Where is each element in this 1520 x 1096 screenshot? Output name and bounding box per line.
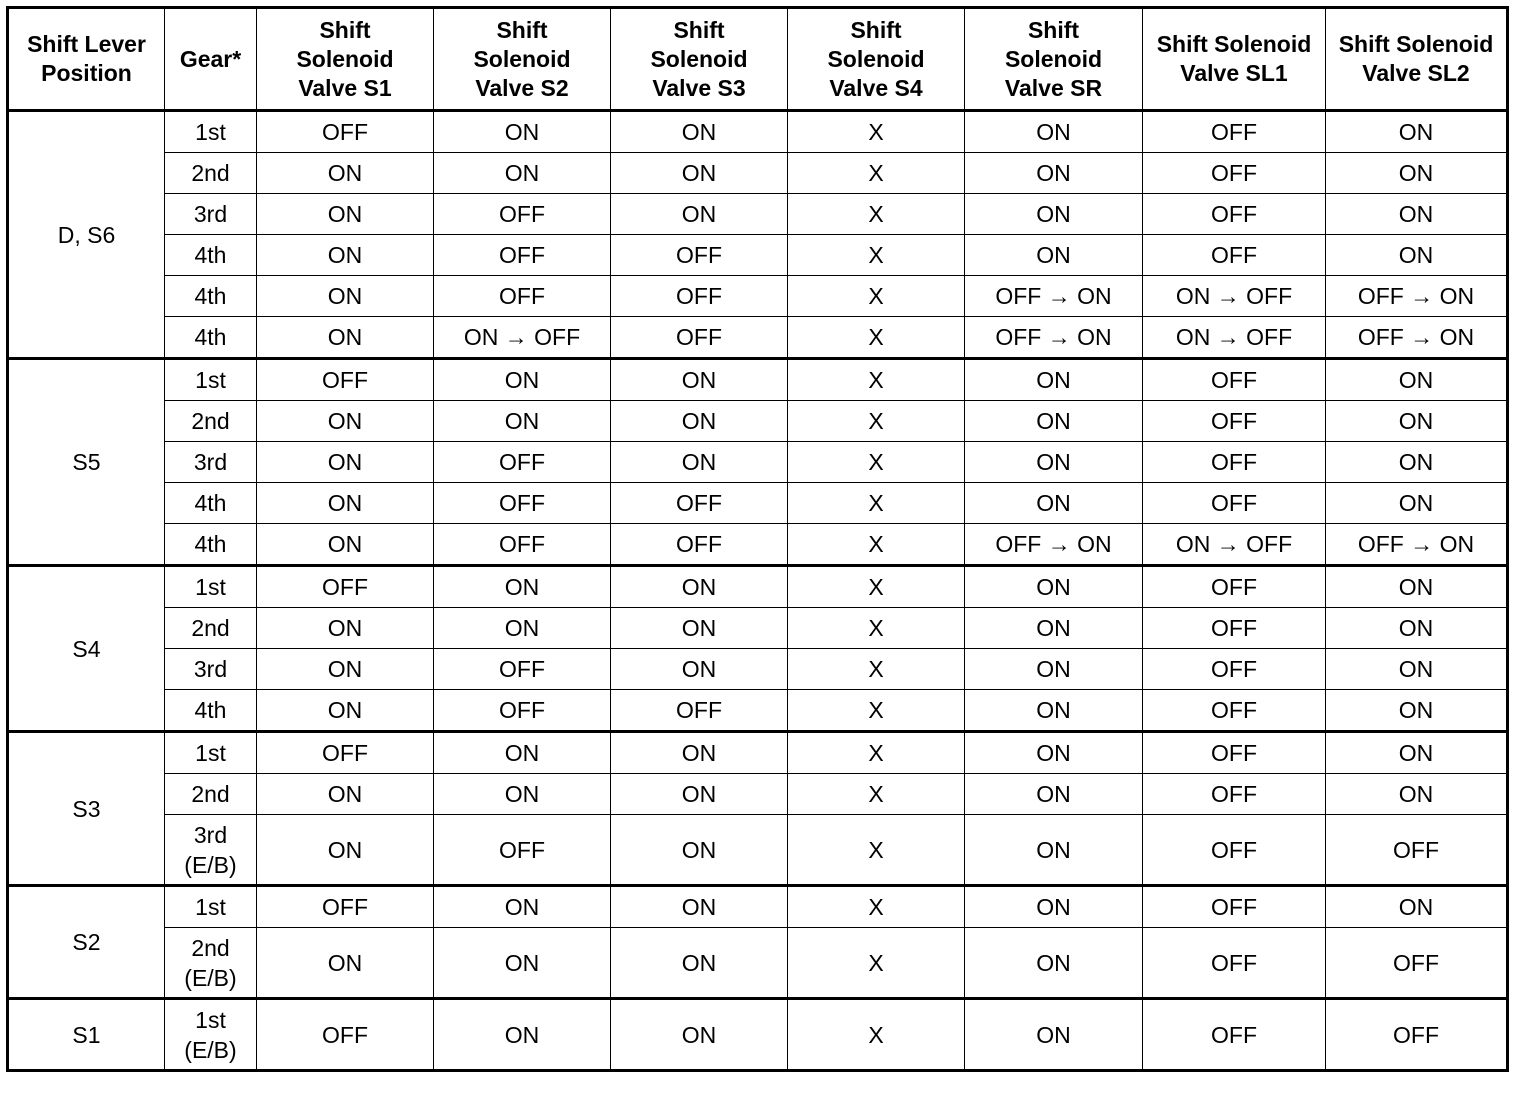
valve-s3-cell: OFF [611, 276, 788, 317]
valve-sr-cell: ON [965, 732, 1143, 774]
valve-s1-cell: ON [257, 483, 434, 524]
valve-sl1-cell: OFF [1143, 401, 1326, 442]
valve-s2-cell: OFF [434, 690, 611, 732]
valve-s3-cell: ON [611, 928, 788, 999]
header-row [8, 8, 1508, 111]
valve-sr-cell: ON [965, 608, 1143, 649]
table-row [8, 928, 1508, 999]
shift-lever-position-cell: S2 [8, 886, 165, 999]
valve-s2-cell: OFF [434, 442, 611, 483]
valve-s2-cell: ON [434, 886, 611, 928]
table-row [8, 111, 1508, 153]
valve-s1-cell: OFF [257, 359, 434, 401]
valve-sl1-cell: ON → OFF [1143, 317, 1326, 359]
valve-sl2-cell: OFF [1326, 999, 1508, 1071]
valve-sr-cell: OFF → ON [965, 276, 1143, 317]
valve-sl2-cell: OFF → ON [1326, 524, 1508, 566]
shift-lever-position-cell: S3 [8, 732, 165, 886]
valve-sl2-cell: OFF [1326, 815, 1508, 886]
valve-s2-cell: OFF [434, 235, 611, 276]
valve-sl2-cell: ON [1326, 235, 1508, 276]
valve-s4-cell: X [788, 235, 965, 276]
gear-cell: 2nd [165, 153, 257, 194]
gear-cell: 3rd [165, 442, 257, 483]
valve-sl2-cell: ON [1326, 608, 1508, 649]
valve-s4-cell: X [788, 999, 965, 1071]
valve-s1-cell: ON [257, 194, 434, 235]
valve-s4-cell: X [788, 566, 965, 608]
valve-sl2-cell: ON [1326, 401, 1508, 442]
valve-sl2-cell: ON [1326, 359, 1508, 401]
valve-s2-cell: OFF [434, 276, 611, 317]
valve-s2-cell: ON [434, 111, 611, 153]
valve-sl2-cell: ON [1326, 442, 1508, 483]
gear-cell: 1st [165, 886, 257, 928]
valve-sr-cell: ON [965, 649, 1143, 690]
valve-s4-cell: X [788, 194, 965, 235]
table-row [8, 999, 1508, 1071]
valve-s4-cell: X [788, 928, 965, 999]
valve-sr-cell: ON [965, 194, 1143, 235]
valve-s1-cell: OFF [257, 111, 434, 153]
valve-s4-cell: X [788, 401, 965, 442]
valve-s4-cell: X [788, 317, 965, 359]
valve-sr-cell: ON [965, 566, 1143, 608]
valve-sr-cell: ON [965, 815, 1143, 886]
valve-sl1-cell: OFF [1143, 928, 1326, 999]
shift-lever-position-cell: S5 [8, 359, 165, 566]
gear-cell: 3rd [165, 194, 257, 235]
valve-sl1-cell: OFF [1143, 359, 1326, 401]
valve-s1-cell: ON [257, 276, 434, 317]
gear-cell: 2nd (E/B) [165, 928, 257, 999]
shift-lever-position-cell: D, S6 [8, 111, 165, 359]
header-valve-sl2: Shift Solenoid Valve SL2 [1326, 8, 1508, 111]
valve-sr-cell: OFF → ON [965, 317, 1143, 359]
gear-cell: 2nd [165, 608, 257, 649]
valve-sl1-cell: OFF [1143, 608, 1326, 649]
shift-lever-position-cell: S4 [8, 566, 165, 732]
valve-s1-cell: OFF [257, 999, 434, 1071]
valve-s1-cell: ON [257, 649, 434, 690]
gear-cell: 4th [165, 317, 257, 359]
valve-sl1-cell: OFF [1143, 690, 1326, 732]
valve-s3-cell: ON [611, 359, 788, 401]
header-gear: Gear* [165, 8, 257, 111]
table-body [8, 111, 1508, 1071]
valve-sl1-cell: OFF [1143, 111, 1326, 153]
valve-sl2-cell: OFF → ON [1326, 317, 1508, 359]
valve-s2-cell: OFF [434, 194, 611, 235]
gear-cell: 1st [165, 111, 257, 153]
valve-sr-cell: ON [965, 886, 1143, 928]
valve-s4-cell: X [788, 153, 965, 194]
table-row [8, 359, 1508, 401]
gear-cell: 4th [165, 690, 257, 732]
header-valve-sr: Shift Solenoid Valve SR [965, 8, 1143, 111]
valve-s4-cell: X [788, 359, 965, 401]
table-row [8, 235, 1508, 276]
valve-s1-cell: OFF [257, 732, 434, 774]
valve-sl2-cell: ON [1326, 111, 1508, 153]
valve-sl1-cell: OFF [1143, 566, 1326, 608]
gear-cell: 1st [165, 359, 257, 401]
gear-cell: 4th [165, 276, 257, 317]
valve-sr-cell: ON [965, 401, 1143, 442]
valve-s1-cell: ON [257, 401, 434, 442]
valve-sr-cell: ON [965, 999, 1143, 1071]
valve-s3-cell: ON [611, 153, 788, 194]
valve-sr-cell: ON [965, 442, 1143, 483]
table-row [8, 566, 1508, 608]
valve-s3-cell: ON [611, 442, 788, 483]
valve-sl2-cell: OFF [1326, 928, 1508, 999]
valve-sr-cell: ON [965, 928, 1143, 999]
valve-sl1-cell: OFF [1143, 194, 1326, 235]
valve-s2-cell: OFF [434, 483, 611, 524]
valve-s3-cell: ON [611, 649, 788, 690]
valve-sl1-cell: OFF [1143, 999, 1326, 1071]
valve-s2-cell: ON [434, 999, 611, 1071]
valve-s3-cell: OFF [611, 690, 788, 732]
valve-sl1-cell: OFF [1143, 886, 1326, 928]
valve-s3-cell: OFF [611, 317, 788, 359]
valve-s4-cell: X [788, 608, 965, 649]
header-valve-s4: Shift Solenoid Valve S4 [788, 8, 965, 111]
valve-sl1-cell: ON → OFF [1143, 524, 1326, 566]
table-row [8, 401, 1508, 442]
header-valve-sl1: Shift Solenoid Valve SL1 [1143, 8, 1326, 111]
valve-s2-cell: OFF [434, 524, 611, 566]
table-row [8, 153, 1508, 194]
gear-cell: 4th [165, 235, 257, 276]
solenoid-operation-table [6, 6, 1509, 1072]
shift-lever-position-cell: S1 [8, 999, 165, 1071]
table-row [8, 608, 1508, 649]
table-row [8, 649, 1508, 690]
valve-s2-cell: ON [434, 566, 611, 608]
header-shift-lever-position: Shift Lever Position [8, 8, 165, 111]
valve-s1-cell: ON [257, 928, 434, 999]
valve-s3-cell: ON [611, 886, 788, 928]
valve-sl2-cell: ON [1326, 886, 1508, 928]
valve-s2-cell: ON [434, 153, 611, 194]
table-row [8, 524, 1508, 566]
valve-s3-cell: OFF [611, 483, 788, 524]
valve-sl1-cell: OFF [1143, 442, 1326, 483]
valve-s3-cell: ON [611, 608, 788, 649]
valve-sr-cell: ON [965, 690, 1143, 732]
valve-sl2-cell: ON [1326, 194, 1508, 235]
header-valve-s1: Shift Solenoid Valve S1 [257, 8, 434, 111]
valve-s1-cell: ON [257, 317, 434, 359]
valve-s2-cell: ON [434, 401, 611, 442]
gear-cell: 2nd [165, 401, 257, 442]
valve-sl2-cell: ON [1326, 732, 1508, 774]
valve-s4-cell: X [788, 649, 965, 690]
table-row [8, 732, 1508, 774]
valve-s2-cell: OFF [434, 815, 611, 886]
valve-s1-cell: OFF [257, 566, 434, 608]
table-row [8, 886, 1508, 928]
valve-sr-cell: ON [965, 153, 1143, 194]
valve-s4-cell: X [788, 690, 965, 732]
table-row [8, 483, 1508, 524]
gear-cell: 4th [165, 524, 257, 566]
valve-s4-cell: X [788, 483, 965, 524]
valve-s3-cell: ON [611, 815, 788, 886]
valve-s1-cell: ON [257, 442, 434, 483]
table-row [8, 774, 1508, 815]
valve-s2-cell: ON [434, 928, 611, 999]
valve-sr-cell: ON [965, 774, 1143, 815]
valve-s3-cell: ON [611, 111, 788, 153]
gear-cell: 1st [165, 566, 257, 608]
valve-sl2-cell: ON [1326, 153, 1508, 194]
valve-s1-cell: ON [257, 774, 434, 815]
valve-s4-cell: X [788, 442, 965, 483]
valve-s4-cell: X [788, 815, 965, 886]
valve-s2-cell: ON [434, 359, 611, 401]
valve-sr-cell: OFF → ON [965, 524, 1143, 566]
valve-s1-cell: OFF [257, 886, 434, 928]
valve-s2-cell: OFF [434, 649, 611, 690]
valve-s3-cell: ON [611, 999, 788, 1071]
valve-s3-cell: ON [611, 774, 788, 815]
valve-sr-cell: ON [965, 359, 1143, 401]
valve-s4-cell: X [788, 886, 965, 928]
gear-cell: 1st (E/B) [165, 999, 257, 1071]
valve-sl1-cell: OFF [1143, 235, 1326, 276]
valve-s1-cell: ON [257, 815, 434, 886]
header-valve-s2: Shift Solenoid Valve S2 [434, 8, 611, 111]
table-row [8, 276, 1508, 317]
valve-sl1-cell: OFF [1143, 815, 1326, 886]
valve-s4-cell: X [788, 774, 965, 815]
gear-cell: 3rd [165, 649, 257, 690]
table-row [8, 690, 1508, 732]
valve-sl2-cell: ON [1326, 774, 1508, 815]
valve-s3-cell: ON [611, 194, 788, 235]
valve-s1-cell: ON [257, 524, 434, 566]
valve-s1-cell: ON [257, 690, 434, 732]
valve-sl2-cell: OFF → ON [1326, 276, 1508, 317]
valve-sl2-cell: ON [1326, 566, 1508, 608]
valve-s4-cell: X [788, 111, 965, 153]
valve-s3-cell: ON [611, 401, 788, 442]
valve-s3-cell: ON [611, 566, 788, 608]
valve-sl1-cell: ON → OFF [1143, 276, 1326, 317]
valve-sl2-cell: ON [1326, 483, 1508, 524]
valve-sl2-cell: ON [1326, 649, 1508, 690]
valve-s2-cell: ON [434, 732, 611, 774]
valve-s1-cell: ON [257, 608, 434, 649]
valve-sr-cell: ON [965, 483, 1143, 524]
valve-sl1-cell: OFF [1143, 483, 1326, 524]
valve-s2-cell: ON [434, 608, 611, 649]
valve-s1-cell: ON [257, 235, 434, 276]
valve-sl1-cell: OFF [1143, 732, 1326, 774]
gear-cell: 4th [165, 483, 257, 524]
gear-cell: 1st [165, 732, 257, 774]
valve-s4-cell: X [788, 276, 965, 317]
table-row [8, 815, 1508, 886]
table-row [8, 317, 1508, 359]
valve-sl1-cell: OFF [1143, 153, 1326, 194]
valve-s4-cell: X [788, 524, 965, 566]
gear-cell: 2nd [165, 774, 257, 815]
valve-s4-cell: X [788, 732, 965, 774]
valve-s1-cell: ON [257, 153, 434, 194]
valve-sl1-cell: OFF [1143, 649, 1326, 690]
valve-sl1-cell: OFF [1143, 774, 1326, 815]
valve-sr-cell: ON [965, 111, 1143, 153]
valve-sr-cell: ON [965, 235, 1143, 276]
valve-s2-cell: ON → OFF [434, 317, 611, 359]
header-valve-s3: Shift Solenoid Valve S3 [611, 8, 788, 111]
gear-cell: 3rd (E/B) [165, 815, 257, 886]
valve-s3-cell: OFF [611, 235, 788, 276]
valve-s3-cell: ON [611, 732, 788, 774]
table-row [8, 194, 1508, 235]
table-row [8, 442, 1508, 483]
valve-sl2-cell: ON [1326, 690, 1508, 732]
valve-s2-cell: ON [434, 774, 611, 815]
valve-s3-cell: OFF [611, 524, 788, 566]
